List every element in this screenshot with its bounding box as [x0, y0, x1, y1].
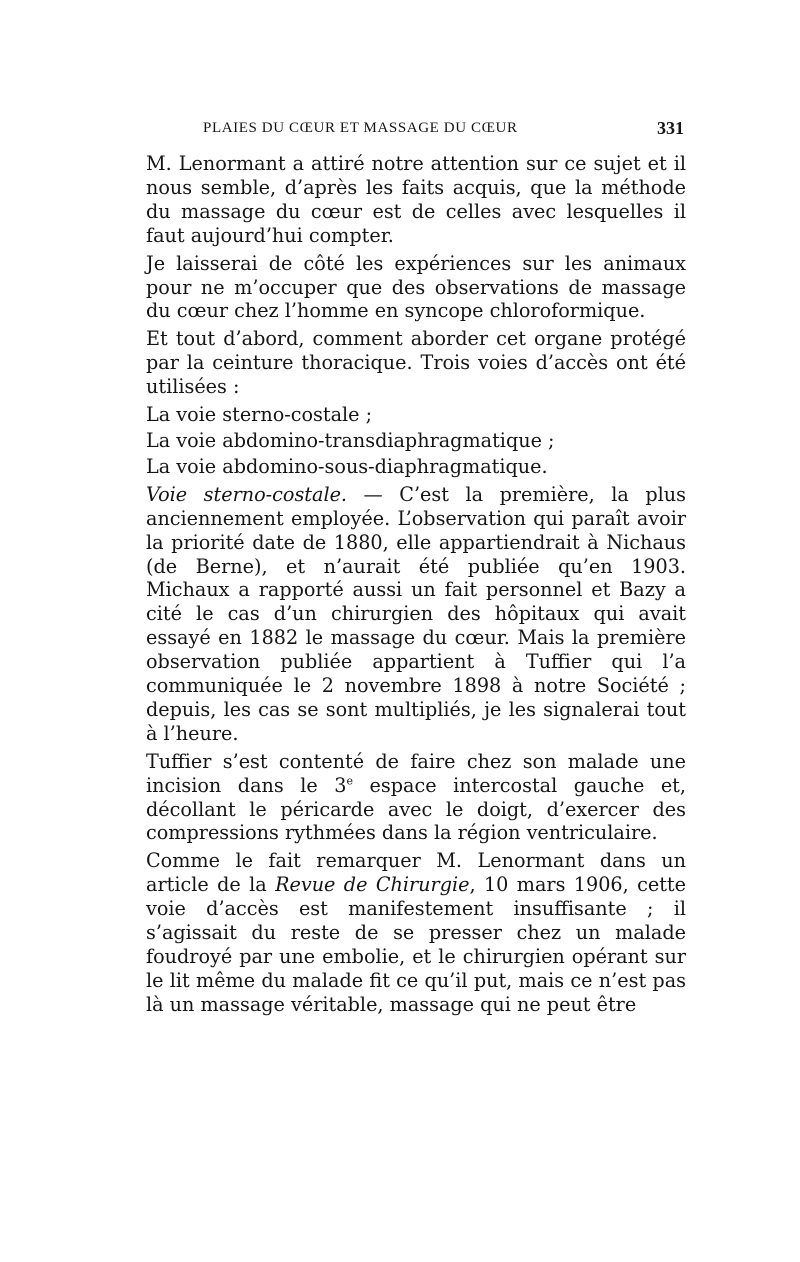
paragraph-3: Et tout d’abord, comment aborder cet organe protégé par la ceinture thoracique. Trois voies d’accès ont été utilisées :: [146, 327, 686, 399]
paragraph-5-text-b: espace intercostal gauche et, décollant le péricarde avec le doigt, d’exercer des compressions rythmées dans la région ventriculaire.: [146, 773, 686, 845]
list-item-sous-diaphragmatique: La voie abdomino-sous-diaphragmatique.: [146, 454, 548, 478]
section-label-voie-sterno-costale: Voie sterno-costale.: [146, 482, 348, 506]
paragraph-5: [146, 750, 686, 846]
ordinal-superscript: e: [346, 774, 353, 788]
body-text: [146, 152, 686, 1017]
paragraph-5-text-a: Tuffier s’est contenté de faire chez son malade une incision dans le 3: [146, 749, 686, 797]
running-title: PLAIES DU CŒUR ET MASSAGE DU CŒUR: [203, 120, 518, 136]
paragraph-6-text-b: , 10 mars 1906, cette voie d’accès est manifestement insuffisante ; il s’agissait du reste de se presser chez un malade foudroyé par une embolie, et le chirurgien opérant sur le lit même du malade fit ce qu’il put, mais ce n’est pas là un massage véritable, massage qui ne peut être: [146, 873, 686, 1016]
page-number: 331: [657, 118, 684, 138]
paragraph-4: [146, 483, 686, 746]
page-header: [148, 118, 684, 142]
paragraph-6: [146, 849, 686, 1016]
paragraph-4-text: — C’est la première, la plus anciennement employée. L’observation qui paraît avoir la priorité date de 1880, elle appartiendrait à Nichaus (de Berne), et n’aurait été publiée qu’en 1903. Michaux a rapporté aussi un fait personnel et Bazy a cité le cas d’un chirurgien des hôpitaux qui avait essayé en 1882 le massage du cœur. Mais la première observation publiée appartient à Tuffier qui l’a communiquée le 2 novembre 1898 à notre Société ; depuis, les cas se sont multipliés, je les signalerai tout à l’heure.: [146, 482, 686, 745]
paragraph-1: M. Lenormant a attiré notre attention sur ce sujet et il nous semble, d’après les faits acquis, que la méthode du massage du cœur est de celles avec lesquelles il faut aujourd’hui compter.: [146, 152, 686, 247]
paragraph-2: Je laisserai de côté les expériences sur les animaux pour ne m’occuper que des observations de massage du cœur chez l’homme en syncope chloroformique.: [146, 251, 686, 323]
list-item-transdiaphragmatique: La voie abdomino-transdiaphragmatique ;: [146, 428, 555, 452]
list-item-sterno-costale: La voie sterno-costale ;: [146, 403, 373, 427]
paragraph-6-text-a: Comme le fait remarquer M. Lenormant dans un article de la: [146, 849, 686, 897]
journal-title: Revue de Chirurgie: [275, 873, 470, 897]
